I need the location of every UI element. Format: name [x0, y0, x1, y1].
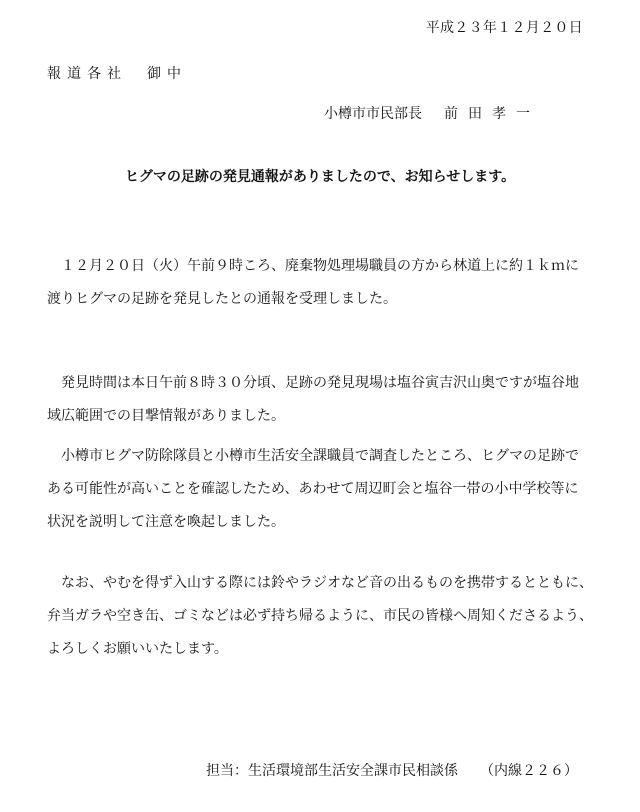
paragraph-line: よろしくお願いいたします。	[47, 641, 228, 657]
sender-name: 前田孝一	[444, 106, 540, 122]
paragraph-line: １２月２０日（火）午前９時ころ、廃棄物処理場職員の方から林道上に約１ｋｍに	[61, 258, 579, 274]
paragraph-line: 渡りヒグマの足跡を発見したとの通報を受理しました。	[47, 291, 397, 307]
paragraph-line: 状況を説明して注意を喚起しました。	[47, 514, 285, 530]
paragraph-line: 弁当ガラや空き缶、ゴミなどは必ず持ち帰るように、市民の皆様へ周知くださるよう、	[47, 608, 593, 624]
paragraph-line: 発見時間は本日午前８時３０分頃、足跡の発見現場は塩谷寅吉沢山奥ですが塩谷地	[61, 375, 579, 391]
contact-info	[206, 760, 578, 780]
sender-title: 小樽市市民部長	[324, 106, 422, 122]
paragraph-report	[47, 250, 599, 316]
paragraph-request	[47, 567, 599, 666]
paragraph-line: ある可能性が高いことを確認したため、あわせて周辺町会と塩谷一帯の小中学校等に	[47, 481, 579, 497]
issue-date: 平成２３年１２月２０日	[425, 20, 583, 36]
paragraph-investigation	[47, 440, 599, 539]
paragraph-details	[47, 367, 599, 433]
contact-extension: （内線２２６）	[480, 763, 578, 779]
sender	[324, 103, 540, 123]
paragraph-line: 小樽市ヒグマ防除隊員と小樽市生活安全課職員で調査したところ、ヒグマの足跡で	[61, 448, 579, 464]
paragraph-line: なお、やむを得ず入山する際には鈴やラジオなど音の出るものを携帯するとともに、	[61, 575, 593, 591]
document-title: ヒグマの足跡の発見通報がありましたので、お知らせします。	[124, 169, 516, 185]
addressee: 報道各社 御中	[47, 66, 187, 82]
paragraph-line: 域広範囲での目撃情報がありました。	[47, 408, 285, 424]
contact-department: 担当：生活環境部生活安全課市民相談係	[206, 763, 458, 779]
